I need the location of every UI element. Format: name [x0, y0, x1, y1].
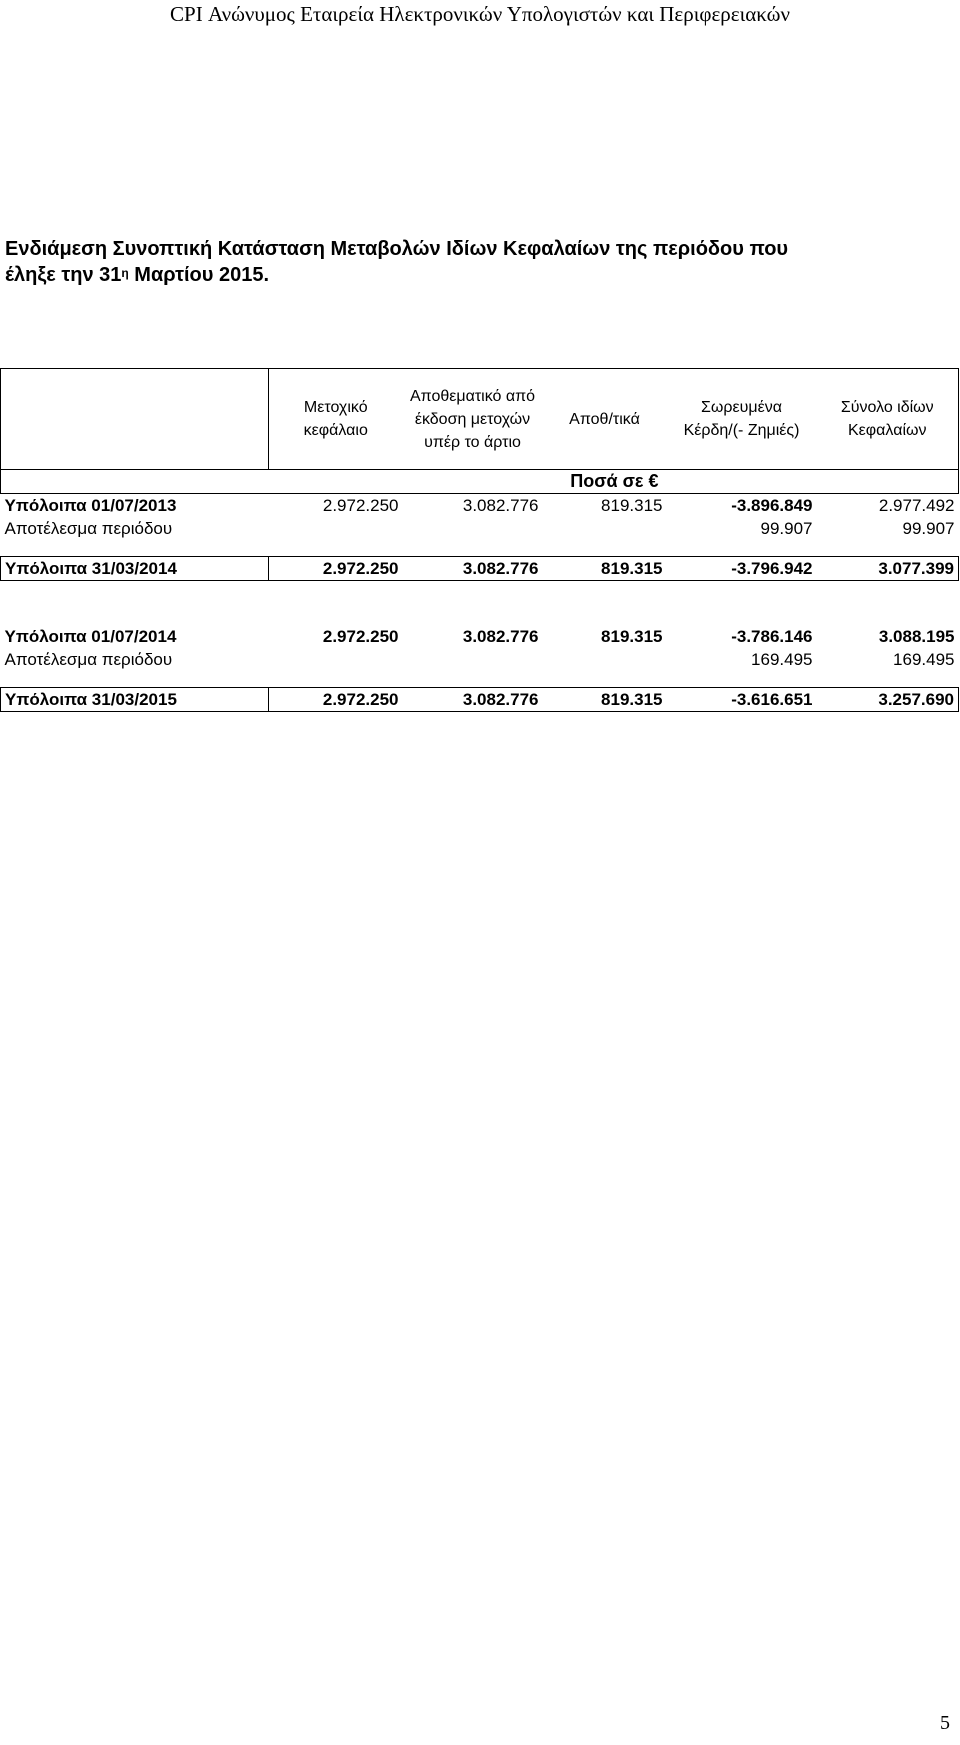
header-row — [1, 369, 959, 470]
table-row — [1, 625, 959, 648]
units-label: Ποσά σε € — [403, 470, 667, 494]
cell-reserves — [543, 648, 667, 671]
cell-share-capital: 2.972.250 — [269, 688, 403, 712]
equity-changes-table — [0, 368, 959, 712]
page-number: 5 — [940, 1712, 950, 1734]
table-row-total — [1, 557, 959, 581]
cell-total: 2.977.492 — [878, 496, 955, 515]
cell-share-premium — [403, 648, 543, 671]
row-label: Αποτέλεσμα περιόδου — [4, 519, 173, 538]
header-reserves: Αποθ/τικά — [543, 369, 667, 470]
header-retained-earnings: Σωρευμένα Κέρδη/(- Ζημιές) — [667, 369, 817, 470]
cell-share-premium: 3.082.776 — [403, 557, 543, 581]
header-total-equity: Σύνολο ιδίων Κεφαλαίων — [817, 369, 959, 470]
company-header: CPI Ανώνυμος Εταιρεία Ηλεκτρονικών Υπολογιστών και Περιφερειακών — [170, 2, 790, 26]
header-share-capital: Μετοχικό κεφάλαιο — [269, 369, 403, 470]
cell-total: 3.088.195 — [878, 627, 955, 646]
cell-share-premium: 3.082.776 — [462, 496, 539, 515]
title-line-1: Ενδιάμεση Συνοπτική Κατάσταση Μεταβολών Ιδίων Κεφαλαίων της περιόδου που — [5, 238, 789, 260]
document-title — [5, 236, 955, 288]
row-label: Υπόλοιπα 01/07/2013 — [4, 496, 177, 515]
cell-share-premium — [403, 517, 543, 540]
cell-share-capital — [269, 517, 403, 540]
row-label: Αποτέλεσμα περιόδου — [4, 650, 173, 669]
title-line2-post: Μαρτίου 2015. — [128, 264, 270, 286]
row-label: Υπόλοιπα 31/03/2014 — [1, 557, 269, 581]
cell-retained: -3.786.146 — [731, 627, 813, 646]
header-blank-cell — [1, 369, 269, 470]
cell-retained: -3.616.651 — [667, 688, 817, 712]
cell-retained: -3.896.849 — [731, 496, 813, 515]
cell-total: 169.495 — [893, 650, 955, 669]
units-empty-2 — [667, 470, 817, 494]
cell-reserves: 819.315 — [543, 557, 667, 581]
cell-share-premium: 3.082.776 — [462, 627, 539, 646]
row-label: Υπόλοιπα 31/03/2015 — [1, 688, 269, 712]
cell-reserves: 819.315 — [543, 688, 667, 712]
cell-share-capital: 2.972.250 — [269, 557, 403, 581]
units-empty-3 — [817, 470, 959, 494]
table-row — [1, 648, 959, 671]
table-row — [1, 494, 959, 518]
cell-share-capital: 2.972.250 — [322, 496, 399, 515]
cell-total: 99.907 — [902, 519, 955, 538]
cell-retained: 99.907 — [760, 519, 813, 538]
header-share-premium: Αποθεματικό από έκδοση μετοχών υπέρ το άρτιο — [403, 369, 543, 470]
title-line2-sup: η — [121, 266, 129, 280]
cell-total: 3.077.399 — [817, 557, 959, 581]
table-row — [1, 517, 959, 540]
cell-retained: -3.796.942 — [667, 557, 817, 581]
units-blank — [1, 470, 269, 494]
cell-reserves: 819.315 — [601, 627, 663, 646]
cell-share-capital: 2.972.250 — [322, 627, 399, 646]
units-empty-1 — [269, 470, 403, 494]
euro-icon: € — [648, 471, 659, 491]
table-row-total — [1, 688, 959, 712]
row-label: Υπόλοιπα 01/07/2014 — [4, 627, 177, 646]
cell-total: 3.257.690 — [817, 688, 959, 712]
cell-share-capital — [269, 648, 403, 671]
units-row — [1, 470, 959, 494]
cell-retained: 169.495 — [751, 650, 813, 669]
cell-share-premium: 3.082.776 — [403, 688, 543, 712]
cell-reserves: 819.315 — [601, 496, 663, 515]
cell-reserves — [543, 517, 667, 540]
equity-changes-table-wrap — [0, 368, 958, 712]
title-line2-pre: έληξε την 31 — [5, 264, 122, 286]
title-line-2 — [5, 262, 955, 288]
